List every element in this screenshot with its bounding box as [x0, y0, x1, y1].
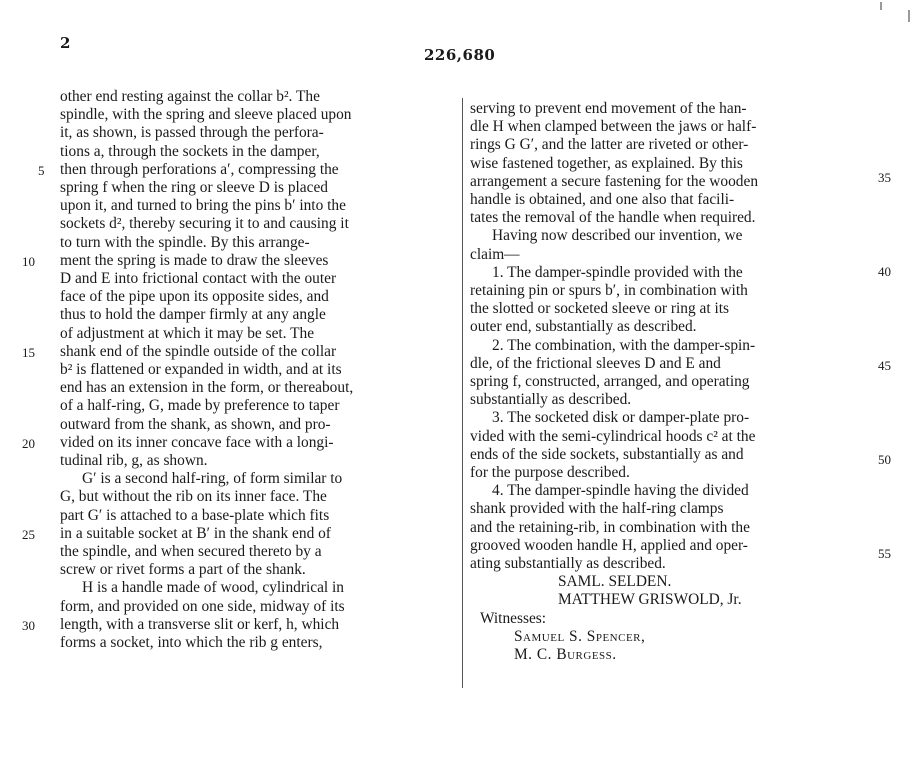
line-number: 50 — [878, 452, 891, 467]
left-line: it, as shown, is passed through the perfora- — [60, 124, 324, 142]
right-line: handle is obtained, and one also that facili- — [470, 191, 735, 209]
claim-line: retaining pin or spurs b′, in combination with — [470, 282, 748, 300]
left-line: in a suitable socket at B′ in the shank end of — [60, 524, 331, 542]
right-line: tates the removal of the handle when required. — [470, 209, 756, 227]
left-line: sockets d², thereby securing it to and causing it — [60, 215, 349, 233]
left-line: the spindle, and when secured thereto by a — [60, 543, 322, 561]
left-line: part G′ is attached to a base-plate which fits — [60, 506, 330, 524]
right-line: claim— — [470, 245, 520, 263]
claim-line: grooved wooden handle H, applied and oper- — [470, 536, 748, 554]
line-number: 45 — [878, 358, 891, 373]
right-line: rings G G′, and the latter are riveted or other- — [470, 136, 749, 154]
left-line: of adjustment at which it may be set. The — [60, 324, 315, 342]
claim-line: outer end, substantially as described. — [470, 318, 697, 336]
left-line: other end resting against the collar b². The — [60, 88, 320, 105]
line-number: 30 — [22, 618, 35, 633]
line-number: 25 — [22, 527, 35, 542]
witnesses-label: Witnesses: — [480, 609, 547, 627]
left-line: shank end of the spindle outside of the collar — [60, 342, 337, 360]
witness-signature: M. C. Burgess. — [514, 646, 617, 664]
left-line: upon it, and turned to bring the pins b′ into the — [60, 197, 346, 215]
left-line: vided on its inner concave face with a longi- — [60, 433, 334, 451]
left-line: H is a handle made of wood, cylindrical in — [82, 579, 344, 597]
line-number: 35 — [878, 170, 891, 185]
left-line: forms a socket, into which the rib g enters, — [60, 634, 323, 652]
left-line: then through perforations a′, compressing the — [60, 160, 339, 178]
left-line: tudinal rib, g, as shown. — [60, 452, 208, 470]
claim-line: 4. The damper-spindle having the divided — [492, 482, 749, 500]
left-line: screw or rivet forms a part of the shank. — [60, 561, 306, 579]
left-line: length, with a transverse slit or kerf, h, which — [60, 615, 340, 633]
right-column — [470, 100, 870, 664]
scan-speck — [908, 10, 910, 22]
right-line: serving to prevent end movement of the han- — [470, 100, 747, 117]
scan-speck — [880, 2, 882, 10]
column-divider — [462, 98, 463, 688]
line-number: 40 — [878, 264, 891, 279]
inventor-signature: SAML. SELDEN. — [558, 573, 672, 591]
left-line: G′ is a second half-ring, of form similar to — [82, 470, 343, 488]
claim-line: vided with the semi-cylindrical hoods c² at the — [470, 427, 756, 445]
left-line: tions a, through the sockets in the damper, — [60, 142, 320, 160]
line-number: 15 — [22, 345, 35, 360]
claim-line: and the retaining-rib, in combination with the — [470, 518, 750, 536]
left-line: thus to hold the damper firmly at any angle — [60, 306, 326, 324]
claim-line: shank provided with the half-ring clamps — [470, 500, 724, 518]
claim-line: spring f, constructed, arranged, and operating — [470, 373, 750, 391]
left-column — [60, 88, 456, 652]
left-line: b² is flattened or expanded in width, and at its — [60, 361, 342, 379]
left-line: end has an extension in the form, or thereabout, — [60, 379, 354, 397]
page-number: 2 — [60, 34, 71, 52]
claim-line: the slotted or socketed sleeve or ring at its — [470, 300, 730, 318]
left-line: form, and provided on one side, midway of its — [60, 597, 345, 615]
claim-line: 1. The damper-spindle provided with the — [492, 263, 743, 281]
claim-line: ends of the side sockets, substantially as and — [470, 445, 744, 463]
right-line: dle H when clamped between the jaws or half- — [470, 118, 757, 136]
left-line: spindle, with the spring and sleeve placed upon — [60, 106, 352, 124]
line-number: 5 — [38, 163, 45, 178]
witness-signature: Samuel S. Spencer, — [514, 627, 646, 645]
left-line: spring f when the ring or sleeve D is placed — [60, 179, 328, 197]
claim-line: dle, of the frictional sleeves D and E and — [470, 354, 721, 372]
left-line: outward from the shank, as shown, and pro- — [60, 415, 331, 433]
left-line: ment the spring is made to draw the sleeves — [60, 251, 329, 269]
right-line: arrangement a secure fastening for the wooden — [470, 172, 759, 190]
line-number: 10 — [22, 254, 35, 269]
line-number: 20 — [22, 436, 35, 451]
right-line: Having now described our invention, we — [492, 227, 743, 245]
claim-line: ating substantially as described. — [470, 555, 666, 573]
left-line: D and E into frictional contact with the outer — [60, 270, 337, 288]
claim-line: 2. The combination, with the damper-spin- — [492, 336, 756, 354]
left-line: of a half-ring, G, made by preference to taper — [60, 397, 340, 415]
right-line: wise fastened together, as explained. By this — [470, 154, 743, 172]
patent-number: 226,680 — [424, 46, 496, 64]
left-line: face of the pipe upon its opposite sides, and — [60, 288, 329, 306]
left-line: to turn with the spindle. By this arrange- — [60, 233, 310, 251]
inventor-signature: MATTHEW GRISWOLD, Jr. — [558, 591, 742, 609]
line-number: 55 — [878, 546, 891, 561]
claim-line: for the purpose described. — [470, 464, 630, 482]
left-line: G, but without the rib on its inner face. The — [60, 488, 327, 506]
claim-line: 3. The socketed disk or damper-plate pro- — [492, 409, 750, 427]
claim-line: substantially as described. — [470, 391, 632, 409]
